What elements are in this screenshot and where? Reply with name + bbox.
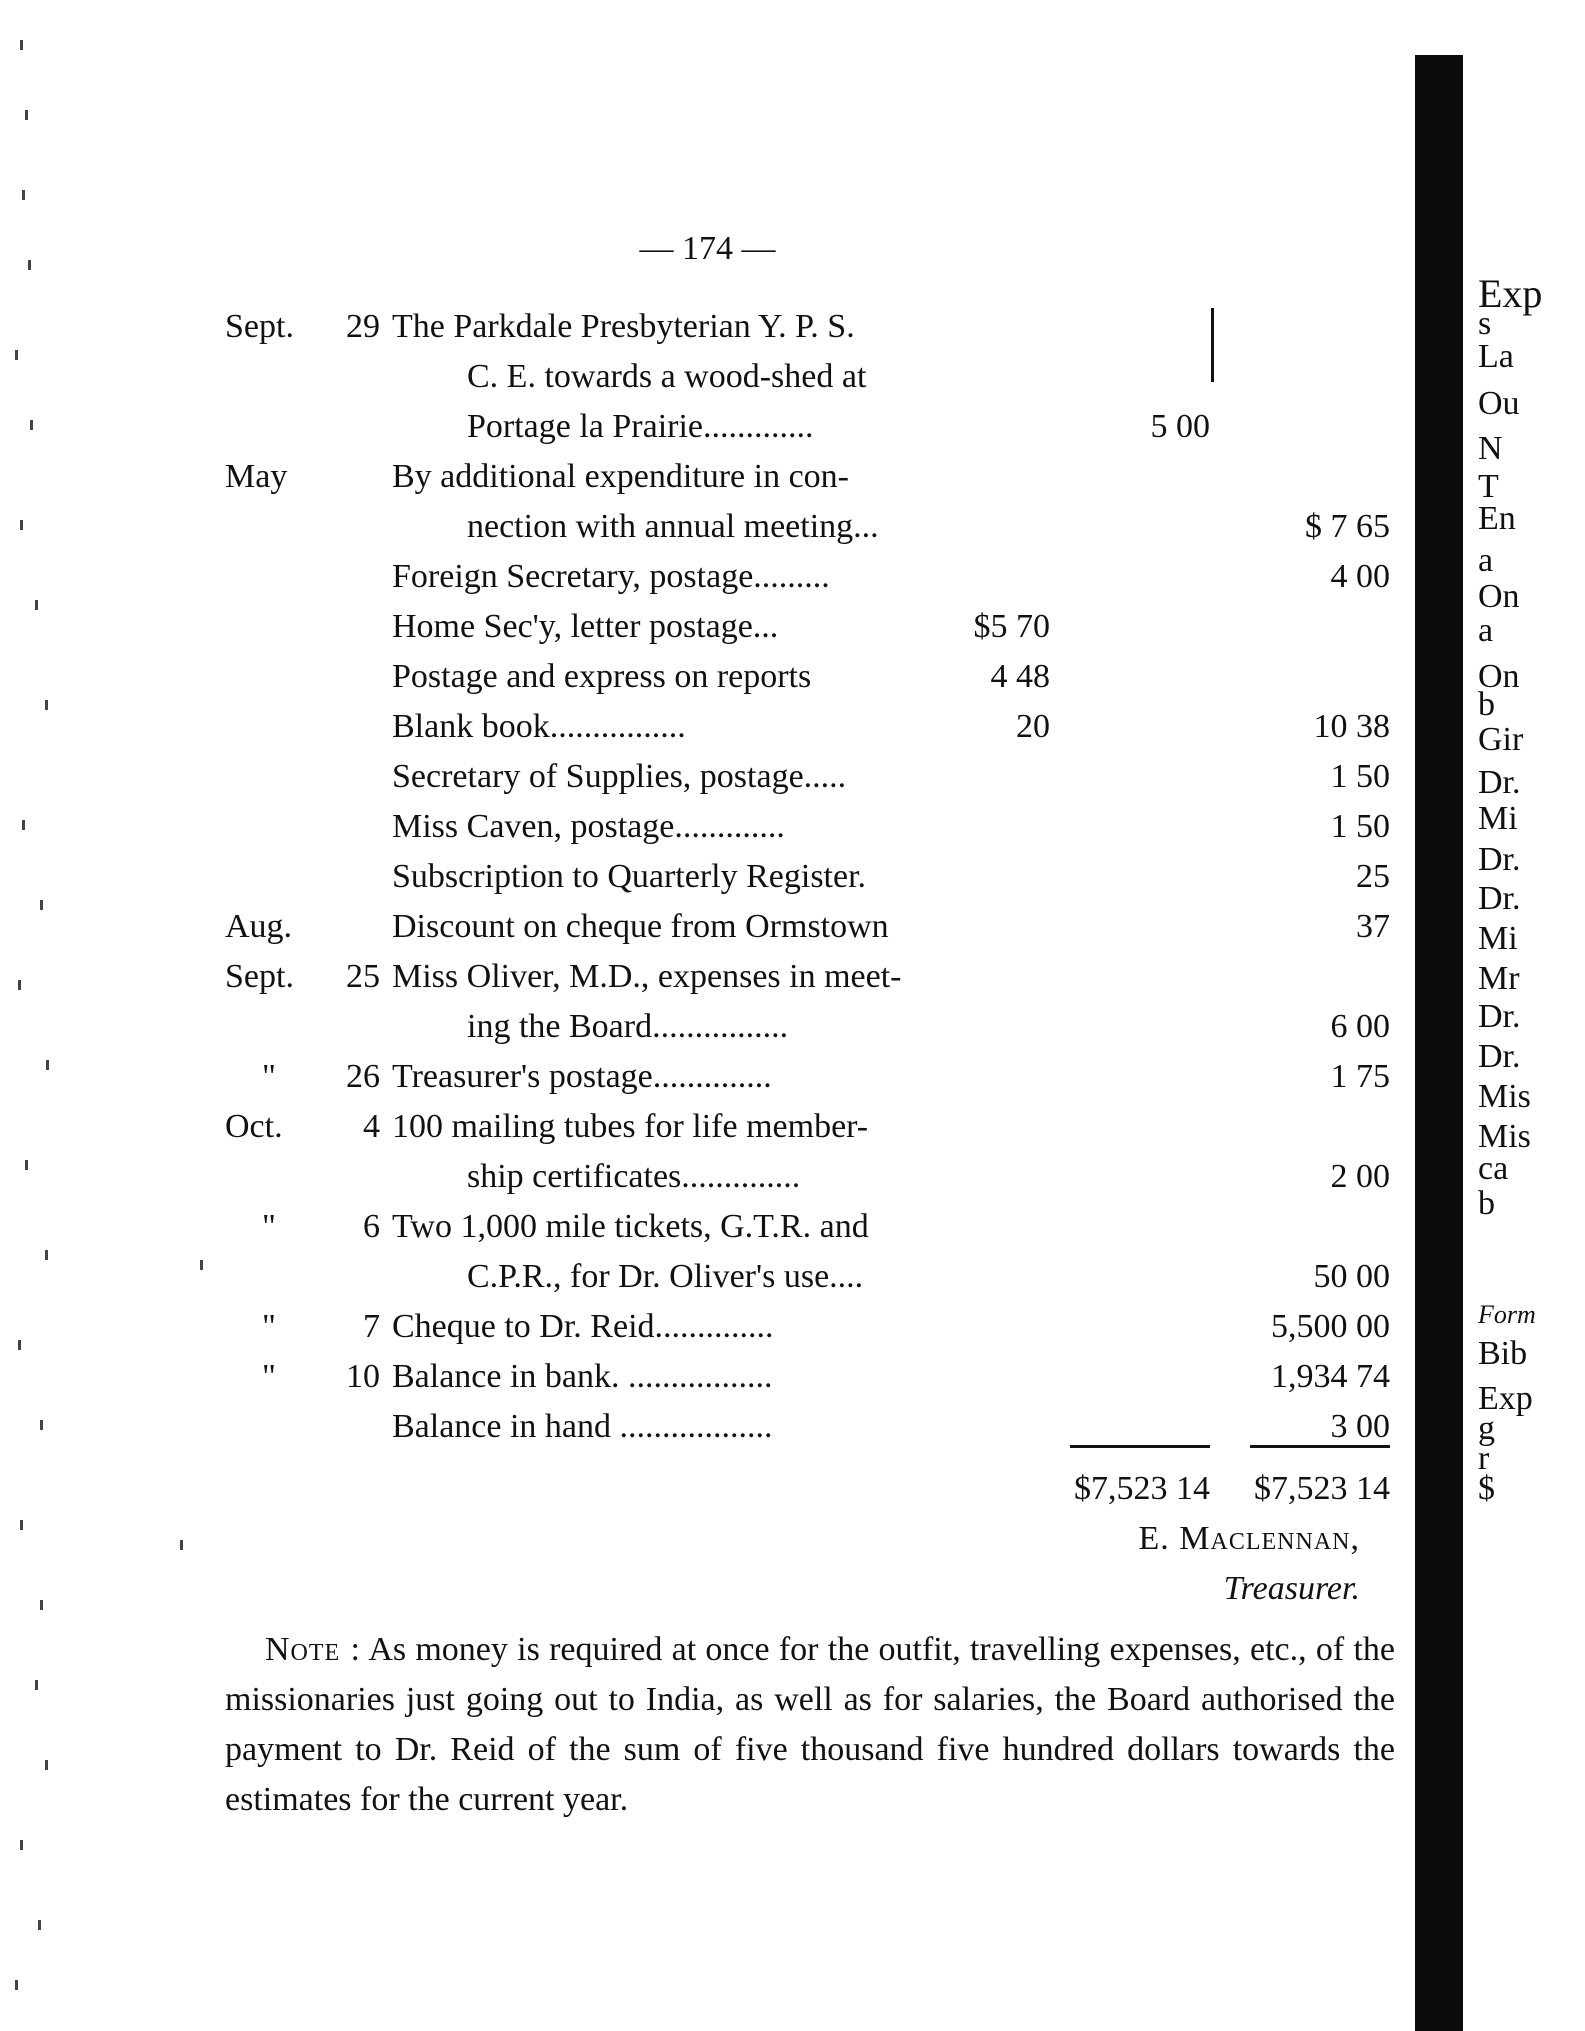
adjacent-fragment: a — [1478, 542, 1494, 579]
adjacent-fragment: Mi — [1478, 800, 1518, 837]
adjacent-fragment: b — [1478, 686, 1495, 723]
margin-speck — [18, 1340, 21, 1350]
ledger-row — [0, 752, 1400, 802]
entry-amount-col2: 4 00 — [1330, 558, 1390, 595]
margin-speck — [22, 190, 25, 200]
ledger — [0, 302, 1400, 1452]
adjacent-fragment: On — [1478, 658, 1520, 695]
ledger-row — [0, 1252, 1400, 1302]
entry-description: Discount on cheque from Ormstown — [392, 908, 889, 945]
adjacent-fragment: Mis — [1478, 1118, 1531, 1155]
note-text: As money is required at once for the outfit, travelling expenses, etc., of the missionaries just going out to India, as well as for salaries, the Board authorised the payment to Dr. Reid of the sum of five thousand five hundred dollars towards the estimates for the current year. — [225, 1631, 1396, 1818]
adjacent-fragment: s — [1478, 305, 1492, 342]
note-paragraph — [225, 1625, 1395, 1825]
signature-title: Treasurer. — [1223, 1570, 1360, 1607]
adjacent-fragment: b — [1478, 1185, 1495, 1222]
entry-amount-col2: 1,934 74 — [1271, 1358, 1390, 1395]
entry-description: Blank book................ — [392, 708, 686, 745]
adjacent-fragment: Exp — [1478, 271, 1543, 316]
margin-speck — [200, 1260, 203, 1270]
adjacent-fragment: r — [1478, 1440, 1490, 1477]
ledger-row — [0, 1202, 1400, 1252]
entry-amount-col2: 3 00 — [1330, 1408, 1390, 1445]
ledger-row — [0, 802, 1400, 852]
ditto-mark: " — [262, 1208, 276, 1245]
entry-description: ing the Board................ — [467, 1008, 789, 1045]
margin-speck — [35, 1680, 38, 1690]
brace — [1205, 308, 1214, 382]
entry-inner-amount: $5 70 — [973, 608, 1050, 645]
ledger-row — [0, 302, 1400, 352]
entry-day: 10 — [346, 1358, 380, 1395]
total-col1: $7,523 14 — [1074, 1470, 1210, 1507]
entry-description: Cheque to Dr. Reid.............. — [392, 1308, 774, 1345]
adjacent-fragment: Mis — [1478, 1078, 1531, 1115]
margin-speck — [20, 40, 23, 50]
entry-amount-col2: 1 75 — [1330, 1058, 1390, 1095]
ledger-row — [0, 1152, 1400, 1202]
entry-description: Postage and express on reports — [392, 658, 812, 695]
margin-speck — [25, 110, 28, 120]
entry-description: Foreign Secretary, postage......... — [392, 558, 830, 595]
entry-day: 6 — [363, 1208, 380, 1245]
entry-day: 4 — [363, 1108, 380, 1145]
entry-description: Balance in hand .................. — [392, 1408, 773, 1445]
ledger-row — [0, 652, 1400, 702]
ledger-row — [0, 1052, 1400, 1102]
margin-speck — [25, 1160, 28, 1170]
total-rules — [0, 1445, 1400, 1451]
adjacent-fragment: Ou — [1478, 385, 1520, 422]
entry-day: 26 — [346, 1058, 380, 1095]
adjacent-fragment: Mi — [1478, 920, 1518, 957]
entry-description: By additional expenditure in con- — [392, 458, 849, 495]
binding-shadow — [1415, 55, 1463, 2031]
ledger-row — [0, 1352, 1400, 1402]
entry-description: Portage la Prairie............. — [467, 408, 814, 445]
adjacent-fragment: Mr — [1478, 960, 1520, 997]
margin-speck — [30, 420, 33, 430]
adjacent-fragment: En — [1478, 500, 1516, 537]
margin-speck — [45, 700, 48, 710]
margin-speck — [40, 1420, 43, 1430]
margin-speck — [45, 1760, 48, 1770]
entry-description: C. E. towards a wood-shed at — [467, 358, 867, 395]
entry-amount-col2: 37 — [1356, 908, 1390, 945]
total-col2: $7,523 14 — [1254, 1470, 1390, 1507]
adjacent-fragment: N — [1478, 430, 1503, 467]
ledger-row — [0, 452, 1400, 502]
ledger-row — [0, 952, 1400, 1002]
ditto-mark: " — [262, 1308, 276, 1345]
entry-inner-amount: 4 48 — [990, 658, 1050, 695]
ledger-row — [0, 1302, 1400, 1352]
adjacent-fragment: La — [1478, 338, 1514, 375]
entry-description: C.P.R., for Dr. Oliver's use.... — [467, 1258, 864, 1295]
adjacent-fragment: Dr. — [1478, 841, 1521, 878]
margin-speck — [35, 600, 38, 610]
entry-description: Secretary of Supplies, postage..... — [392, 758, 847, 795]
ledger-row — [0, 702, 1400, 752]
entry-description: 100 mailing tubes for life member- — [392, 1108, 869, 1145]
entry-amount-col2: 1 50 — [1330, 808, 1390, 845]
entry-date: Aug. — [225, 908, 293, 945]
margin-speck — [22, 820, 25, 830]
margin-speck — [45, 1250, 48, 1260]
entry-date: May — [225, 458, 288, 495]
entry-amount-col2: 5,500 00 — [1271, 1308, 1390, 1345]
adjacent-fragment: Dr. — [1478, 1038, 1521, 1075]
ledger-row — [0, 1102, 1400, 1152]
entry-description: Two 1,000 mile tickets, G.T.R. and — [392, 1208, 869, 1245]
entry-amount-col2: 2 00 — [1330, 1158, 1390, 1195]
adjacent-page-sliver — [1470, 0, 1585, 2031]
entry-date: Sept. — [225, 308, 294, 345]
entry-date: Sept. — [225, 958, 294, 995]
margin-speck — [40, 1600, 43, 1610]
ledger-row — [0, 352, 1400, 402]
adjacent-fragment: Gir — [1478, 721, 1524, 758]
ditto-mark: " — [262, 1358, 276, 1395]
adjacent-fragment: Dr. — [1478, 998, 1521, 1035]
margin-speck — [38, 1920, 41, 1930]
entry-description: nection with annual meeting... — [467, 508, 879, 545]
entry-inner-amount: 20 — [1016, 708, 1050, 745]
signature-name: E. Maclennan, — [1138, 1520, 1360, 1557]
margin-speck — [40, 900, 43, 910]
entry-description: Miss Caven, postage............. — [392, 808, 785, 845]
adjacent-fragment: Dr. — [1478, 880, 1521, 917]
adjacent-fragment: g — [1478, 1410, 1495, 1447]
adjacent-fragment: ca — [1478, 1150, 1509, 1187]
margin-speck — [20, 520, 23, 530]
rule-col1 — [1070, 1445, 1210, 1448]
margin-speck — [20, 1520, 23, 1530]
entry-amount-col2: $ 7 65 — [1305, 508, 1390, 545]
margin-speck — [46, 1060, 49, 1070]
entry-day: 7 — [363, 1308, 380, 1345]
page-number: — 174 — — [639, 230, 776, 267]
margin-speck — [15, 1980, 18, 1990]
ledger-row — [0, 552, 1400, 602]
entry-amount-col2: 50 00 — [1313, 1258, 1390, 1295]
ledger-row — [0, 602, 1400, 652]
entry-amount-col1: 5 00 — [1150, 408, 1210, 445]
entry-amount-col2: 10 38 — [1313, 708, 1390, 745]
adjacent-fragment: Dr. — [1478, 764, 1521, 801]
entry-description: ship certificates.............. — [467, 1158, 801, 1195]
ledger-row — [0, 1002, 1400, 1052]
entry-description: The Parkdale Presbyterian Y. P. S. — [392, 308, 855, 345]
entry-description: Home Sec'y, letter postage... — [392, 608, 779, 645]
entry-amount-col2: 6 00 — [1330, 1008, 1390, 1045]
ledger-row — [0, 852, 1400, 902]
ledger-row — [0, 502, 1400, 552]
entry-amount-col2: 1 50 — [1330, 758, 1390, 795]
ledger-row — [0, 902, 1400, 952]
adjacent-fragment: Exp — [1478, 1380, 1533, 1417]
adjacent-fragment: a — [1478, 612, 1494, 649]
ditto-mark: " — [262, 1058, 276, 1095]
adjacent-fragment: Bib — [1478, 1335, 1528, 1372]
adjacent-fragment: On — [1478, 578, 1520, 615]
margin-speck — [18, 980, 21, 990]
adjacent-fragment: $ — [1478, 1470, 1495, 1507]
entry-day: 29 — [346, 308, 380, 345]
margin-speck — [15, 350, 18, 360]
entry-amount-col2: 25 — [1356, 858, 1390, 895]
entry-description: Miss Oliver, M.D., expenses in meet- — [392, 958, 902, 995]
entry-description: Treasurer's postage.............. — [392, 1058, 772, 1095]
entry-description: Subscription to Quarterly Register. — [392, 858, 867, 895]
entry-date: Oct. — [225, 1108, 283, 1145]
margin-speck — [20, 1840, 23, 1850]
adjacent-fragment: T — [1478, 468, 1499, 505]
margin-speck — [180, 1540, 183, 1550]
entry-day: 25 — [346, 958, 380, 995]
margin-speck — [28, 260, 31, 270]
ledger-row — [0, 402, 1400, 452]
entry-description: Balance in bank. ................. — [392, 1358, 773, 1395]
note-label: Note : — [265, 1631, 361, 1668]
adjacent-fragment: Form — [1478, 1300, 1536, 1329]
rule-col2 — [1250, 1445, 1390, 1448]
